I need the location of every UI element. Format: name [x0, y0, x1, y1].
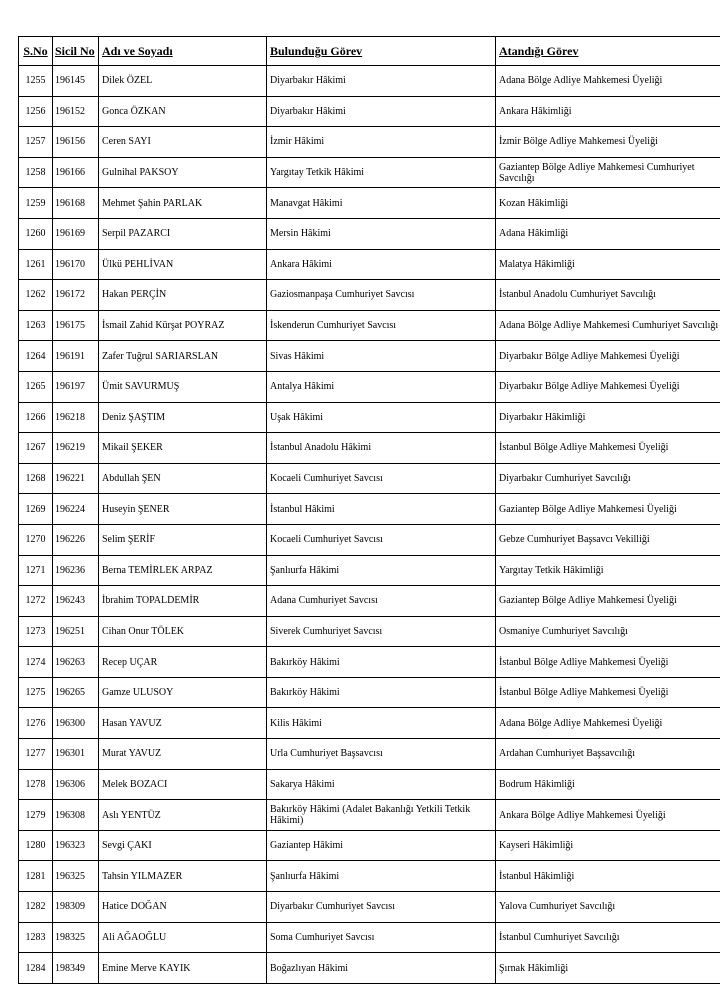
cell-current-post: Diyarbakır Hâkimi [267, 96, 496, 127]
cell-sicil-no: 196308 [53, 800, 99, 831]
table-row [19, 524, 720, 555]
table-row [19, 402, 720, 433]
cell-sno: 1259 [19, 188, 53, 219]
cell-assigned-post: Gaziantep Bölge Adliye Mahkemesi Üyeliği [496, 494, 720, 525]
column-header-name: Adı ve Soyadı [99, 37, 267, 66]
cell-assigned-post: Kozan Hâkimliği [496, 188, 720, 219]
cell-sno: 1281 [19, 861, 53, 892]
cell-sicil-no: 196145 [53, 66, 99, 97]
cell-assigned-post: Gebze Cumhuriyet Başsavcı Vekilliği [496, 524, 720, 555]
cell-sicil-no: 196226 [53, 524, 99, 555]
cell-sicil-no: 196191 [53, 341, 99, 372]
cell-assigned-post: Diyarbakır Bölge Adliye Mahkemesi Üyeliği [496, 371, 720, 402]
table-row [19, 769, 720, 800]
cell-current-post: Şanlıurfa Hâkimi [267, 555, 496, 586]
cell-name: Gonca ÖZKAN [99, 96, 267, 127]
cell-current-post: İskenderun Cumhuriyet Savcısı [267, 310, 496, 341]
appointment-table [18, 36, 720, 984]
table-row [19, 586, 720, 617]
cell-current-post: Manavgat Hâkimi [267, 188, 496, 219]
cell-name: Sevgi ÇAKI [99, 830, 267, 861]
cell-sno: 1262 [19, 280, 53, 311]
table-row [19, 616, 720, 647]
cell-assigned-post: Gaziantep Bölge Adliye Mahkemesi Cumhuriyet Savcılığı [496, 157, 720, 188]
cell-name: Emine Merve KAYIK [99, 953, 267, 984]
cell-assigned-post: İstanbul Bölge Adliye Mahkemesi Üyeliği [496, 677, 720, 708]
cell-name: Abdullah ŞEN [99, 463, 267, 494]
cell-assigned-post: Ankara Bölge Adliye Mahkemesi Üyeliği [496, 800, 720, 831]
cell-assigned-post: Adana Hâkimliği [496, 218, 720, 249]
cell-name: Huseyin ŞENER [99, 494, 267, 525]
cell-sno: 1282 [19, 892, 53, 923]
table-row [19, 341, 720, 372]
cell-current-post: Gaziosmanpaşa Cumhuriyet Savcısı [267, 280, 496, 311]
cell-sno: 1284 [19, 953, 53, 984]
cell-assigned-post: Adana Bölge Adliye Mahkemesi Cumhuriyet Savcılığı [496, 310, 720, 341]
cell-name: Hatice DOĞAN [99, 892, 267, 923]
cell-sicil-no: 196152 [53, 96, 99, 127]
cell-name: Gulnihal PAKSOY [99, 157, 267, 188]
cell-assigned-post: Osmaniye Cumhuriyet Savcılığı [496, 616, 720, 647]
cell-name: Melek BOZACI [99, 769, 267, 800]
cell-assigned-post: Diyarbakır Cumhuriyet Savcılığı [496, 463, 720, 494]
cell-current-post: Adana Cumhuriyet Savcısı [267, 586, 496, 617]
cell-name: İsmail Zahid Kürşat POYRAZ [99, 310, 267, 341]
cell-current-post: İzmir Hâkimi [267, 127, 496, 158]
cell-name: Ali AĞAOĞLU [99, 922, 267, 953]
table-row [19, 830, 720, 861]
cell-assigned-post: Yalova Cumhuriyet Savcılığı [496, 892, 720, 923]
cell-sno: 1257 [19, 127, 53, 158]
cell-sno: 1260 [19, 218, 53, 249]
cell-assigned-post: İstanbul Anadolu Cumhuriyet Savcılığı [496, 280, 720, 311]
table-header-row [19, 37, 720, 66]
cell-sicil-no: 196175 [53, 310, 99, 341]
cell-sno: 1266 [19, 402, 53, 433]
cell-sicil-no: 196236 [53, 555, 99, 586]
cell-sicil-no: 196197 [53, 371, 99, 402]
cell-sno: 1272 [19, 586, 53, 617]
cell-current-post: Ankara Hâkimi [267, 249, 496, 280]
cell-assigned-post: İstanbul Bölge Adliye Mahkemesi Üyeliği [496, 433, 720, 464]
cell-name: Aslı YENTÜZ [99, 800, 267, 831]
cell-sicil-no: 196166 [53, 157, 99, 188]
cell-name: Zafer Tuğrul SARIARSLAN [99, 341, 267, 372]
cell-sicil-no: 196224 [53, 494, 99, 525]
cell-sicil-no: 196301 [53, 739, 99, 770]
cell-name: Cihan Onur TÖLEK [99, 616, 267, 647]
cell-sno: 1276 [19, 708, 53, 739]
cell-name: Murat YAVUZ [99, 739, 267, 770]
cell-current-post: Mersin Hâkimi [267, 218, 496, 249]
cell-name: Mikail ŞEKER [99, 433, 267, 464]
cell-assigned-post: Adana Bölge Adliye Mahkemesi Üyeliği [496, 708, 720, 739]
table-row [19, 310, 720, 341]
cell-assigned-post: Şırnak Hâkimliği [496, 953, 720, 984]
cell-sicil-no: 196172 [53, 280, 99, 311]
cell-sno: 1274 [19, 647, 53, 678]
cell-sno: 1256 [19, 96, 53, 127]
cell-sno: 1263 [19, 310, 53, 341]
cell-current-post: Uşak Hâkimi [267, 402, 496, 433]
cell-sno: 1270 [19, 524, 53, 555]
cell-current-post: Bakırköy Hâkimi (Adalet Bakanlığı Yetkili Tetkik Hâkimi) [267, 800, 496, 831]
cell-current-post: Diyarbakır Hâkimi [267, 66, 496, 97]
cell-sno: 1264 [19, 341, 53, 372]
cell-assigned-post: Ardahan Cumhuriyet Başsavcılığı [496, 739, 720, 770]
cell-sicil-no: 196323 [53, 830, 99, 861]
table-row [19, 677, 720, 708]
cell-sno: 1265 [19, 371, 53, 402]
cell-current-post: Kocaeli Cumhuriyet Savcısı [267, 463, 496, 494]
table-row [19, 157, 720, 188]
cell-assigned-post: İstanbul Hâkimliği [496, 861, 720, 892]
cell-sno: 1277 [19, 739, 53, 770]
cell-sicil-no: 196169 [53, 218, 99, 249]
table-row [19, 800, 720, 831]
cell-sicil-no: 198309 [53, 892, 99, 923]
document-page [18, 36, 719, 984]
cell-name: Dilek ÖZEL [99, 66, 267, 97]
cell-sicil-no: 196251 [53, 616, 99, 647]
table-row [19, 647, 720, 678]
cell-sicil-no: 198349 [53, 953, 99, 984]
cell-sno: 1280 [19, 830, 53, 861]
cell-assigned-post: Adana Bölge Adliye Mahkemesi Üyeliği [496, 66, 720, 97]
cell-assigned-post: Ankara Hâkimliği [496, 96, 720, 127]
cell-sicil-no: 196265 [53, 677, 99, 708]
cell-current-post: Gaziantep Hâkimi [267, 830, 496, 861]
cell-assigned-post: Gaziantep Bölge Adliye Mahkemesi Üyeliği [496, 586, 720, 617]
table-row [19, 892, 720, 923]
cell-name: Ceren SAYI [99, 127, 267, 158]
cell-sno: 1279 [19, 800, 53, 831]
table-row [19, 127, 720, 158]
column-header-sno: S.No [19, 37, 53, 66]
table-row [19, 96, 720, 127]
cell-sno: 1268 [19, 463, 53, 494]
cell-sicil-no: 196218 [53, 402, 99, 433]
cell-assigned-post: İzmir Bölge Adliye Mahkemesi Üyeliği [496, 127, 720, 158]
table-row [19, 739, 720, 770]
cell-assigned-post: Diyarbakır Hâkimliği [496, 402, 720, 433]
cell-name: Mehmet Şahin PARLAK [99, 188, 267, 219]
table-row [19, 188, 720, 219]
cell-current-post: İstanbul Anadolu Hâkimi [267, 433, 496, 464]
cell-assigned-post: Kayseri Hâkimliği [496, 830, 720, 861]
cell-sno: 1255 [19, 66, 53, 97]
cell-name: Deniz ŞAŞTIM [99, 402, 267, 433]
cell-name: Serpil PAZARCI [99, 218, 267, 249]
cell-current-post: Sakarya Hâkimi [267, 769, 496, 800]
table-row [19, 555, 720, 586]
table-row [19, 953, 720, 984]
cell-name: Berna TEMİRLEK ARPAZ [99, 555, 267, 586]
column-header-assigned-post: Atandığı Görev [496, 37, 720, 66]
cell-sicil-no: 196263 [53, 647, 99, 678]
cell-name: Hakan PERÇİN [99, 280, 267, 311]
cell-name: Recep UÇAR [99, 647, 267, 678]
cell-sno: 1269 [19, 494, 53, 525]
cell-current-post: Diyarbakır Cumhuriyet Savcısı [267, 892, 496, 923]
cell-assigned-post: Yargıtay Tetkik Hâkimliği [496, 555, 720, 586]
cell-assigned-post: İstanbul Cumhuriyet Savcılığı [496, 922, 720, 953]
cell-assigned-post: Bodrum Hâkimliği [496, 769, 720, 800]
cell-current-post: İstanbul Hâkimi [267, 494, 496, 525]
cell-name: Ümit SAVURMUŞ [99, 371, 267, 402]
cell-sno: 1283 [19, 922, 53, 953]
table-row [19, 463, 720, 494]
cell-current-post: Kocaeli Cumhuriyet Savcısı [267, 524, 496, 555]
cell-sicil-no: 196243 [53, 586, 99, 617]
cell-current-post: Yargıtay Tetkik Hâkimi [267, 157, 496, 188]
cell-current-post: Şanlıurfa Hâkimi [267, 861, 496, 892]
cell-name: Ülkü PEHLİVAN [99, 249, 267, 280]
cell-name: İbrahim TOPALDEMİR [99, 586, 267, 617]
cell-current-post: Soma Cumhuriyet Savcısı [267, 922, 496, 953]
table-body [19, 66, 720, 984]
column-header-sicil-no: Sicil No [53, 37, 99, 66]
cell-assigned-post: Malatya Hâkimliği [496, 249, 720, 280]
cell-sno: 1278 [19, 769, 53, 800]
table-row [19, 280, 720, 311]
cell-current-post: Kilis Hâkimi [267, 708, 496, 739]
cell-sicil-no: 196170 [53, 249, 99, 280]
cell-sno: 1271 [19, 555, 53, 586]
table-row [19, 371, 720, 402]
cell-name: Tahsin YILMAZER [99, 861, 267, 892]
cell-sicil-no: 196221 [53, 463, 99, 494]
cell-name: Gamze ULUSOY [99, 677, 267, 708]
cell-name: Hasan YAVUZ [99, 708, 267, 739]
cell-assigned-post: Diyarbakır Bölge Adliye Mahkemesi Üyeliği [496, 341, 720, 372]
cell-assigned-post: İstanbul Bölge Adliye Mahkemesi Üyeliği [496, 647, 720, 678]
cell-current-post: Siverek Cumhuriyet Savcısı [267, 616, 496, 647]
table-row [19, 66, 720, 97]
cell-sno: 1273 [19, 616, 53, 647]
table-row [19, 433, 720, 464]
cell-sicil-no: 196300 [53, 708, 99, 739]
cell-current-post: Bakırköy Hâkimi [267, 677, 496, 708]
cell-current-post: Bakırköy Hâkimi [267, 647, 496, 678]
cell-sicil-no: 196325 [53, 861, 99, 892]
table-row [19, 494, 720, 525]
table-row [19, 218, 720, 249]
table-row [19, 249, 720, 280]
cell-sicil-no: 198325 [53, 922, 99, 953]
cell-sicil-no: 196219 [53, 433, 99, 464]
cell-sicil-no: 196156 [53, 127, 99, 158]
table-row [19, 708, 720, 739]
table-row [19, 922, 720, 953]
cell-sno: 1275 [19, 677, 53, 708]
cell-current-post: Sivas Hâkimi [267, 341, 496, 372]
column-header-current-post: Bulunduğu Görev [267, 37, 496, 66]
cell-sno: 1267 [19, 433, 53, 464]
cell-sicil-no: 196306 [53, 769, 99, 800]
cell-sicil-no: 196168 [53, 188, 99, 219]
cell-name: Selim ŞERİF [99, 524, 267, 555]
cell-current-post: Boğazlıyan Hâkimi [267, 953, 496, 984]
cell-sno: 1261 [19, 249, 53, 280]
cell-current-post: Urla Cumhuriyet Başsavcısı [267, 739, 496, 770]
cell-current-post: Antalya Hâkimi [267, 371, 496, 402]
table-row [19, 861, 720, 892]
cell-sno: 1258 [19, 157, 53, 188]
